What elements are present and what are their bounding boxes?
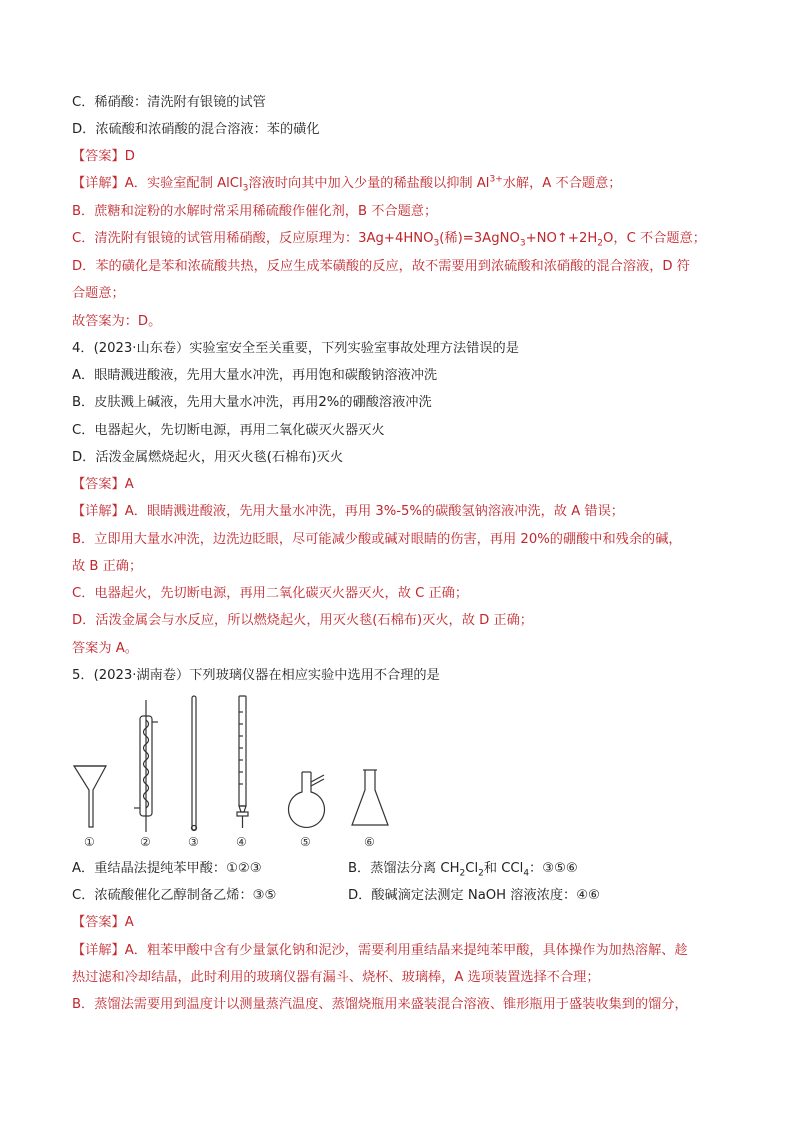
- q5-option-a: A．重结晶法提纯苯甲酸：①②③: [72, 861, 262, 876]
- funnel-icon: [74, 766, 106, 827]
- superscript: 3+: [489, 174, 503, 185]
- figure-label-4: ④: [236, 835, 247, 849]
- answer-label: 【答案】: [72, 149, 125, 164]
- text: A．实验室配制 AlCl: [124, 176, 243, 191]
- burette-icon: [237, 696, 248, 828]
- q4-answer: [72, 476, 134, 494]
- q3-option-c: C．稀硝酸：清洗附有银镜的试管: [72, 95, 266, 110]
- q5-option-b: [348, 860, 578, 878]
- q3-detail-line-3: [72, 230, 706, 248]
- figure-label-1: ①: [84, 835, 95, 849]
- q3-option-d: D．浓硫酸和浓硝酸的混合溶液：苯的磺化: [72, 122, 320, 137]
- text: 水解，A 不合题意；: [502, 176, 622, 191]
- q5-stem: 5．(2023·湖南卷）下列玻璃仪器在相应实验中选用不合理的是: [72, 668, 440, 683]
- text: O，C 不合题意；: [603, 231, 706, 246]
- q5-detail-line-3: B．蒸馏法需要用到温度计以测量蒸汽温度、蒸馏烧瓶用来盛装混合溶液、锥形瓶用于盛装收集到的馏分，: [72, 997, 688, 1012]
- subscript: 2: [459, 868, 466, 879]
- q4-detail-line-5: D．活泼金属会与水反应，所以燃烧起火，用灭火毯(石棉布)灭火，故 D 正确；: [72, 613, 533, 628]
- distillation-flask-icon: [289, 772, 325, 827]
- text: (稀)=3AgNO: [439, 231, 520, 246]
- q4-option-b: B．皮肤溅上碱液，先用大量水冲洗，再用2%的硼酸溶液冲洗: [72, 395, 432, 410]
- answer-label: 【答案】: [72, 915, 125, 930]
- thermometer-icon: [192, 696, 197, 831]
- text: ：③⑤⑥: [529, 861, 578, 876]
- q5-option-c: C．浓硫酸催化乙醇制备乙烯：③⑤: [72, 888, 277, 903]
- detail-label: 【详解】: [72, 504, 125, 519]
- subscript: 2: [597, 238, 603, 249]
- conical-flask-icon: [352, 770, 388, 825]
- answer-value: D: [124, 149, 135, 164]
- q5-answer: [72, 914, 134, 932]
- q4-detail-line-3: 故 B 正确；: [72, 559, 143, 574]
- q4-option-a: A．眼睛溅进酸液，先用大量水冲洗，再用饱和碳酸钠溶液冲洗: [72, 368, 438, 383]
- text: 溶液时向其中加入少量的稀盐酸以抑制 Al: [248, 176, 490, 191]
- glassware-figure: [70, 692, 400, 854]
- q4-option-d: D．活泼金属燃烧起火，用灭火毯(石棉布)灭火: [72, 450, 344, 465]
- subscript: 3: [519, 238, 526, 249]
- subscript: 3: [242, 183, 249, 194]
- q3-detail-line-2: B．蔗糖和淀粉的水解时常采用稀硫酸作催化剂，B 不合题意；: [72, 204, 438, 219]
- q4-detail-line-1: [72, 503, 624, 521]
- text: 和 CCl: [483, 861, 524, 876]
- q4-stem: 4．(2023·山东卷）实验室安全至关重要，下列实验室事故处理方法错误的是: [72, 341, 519, 356]
- text: Cl: [465, 861, 479, 876]
- q4-option-c: C．电器起火，先切断电源，再用二氧化碳灭火器灭火: [72, 423, 385, 438]
- q5-detail-line-1: [72, 942, 688, 960]
- q3-detail-line-5: 合题意；: [72, 286, 125, 301]
- text: A．眼睛溅进酸液，先用大量水冲洗，再用 3%-5%的碳酸氢钠溶液冲洗，故 A 错误；: [124, 504, 624, 519]
- answer-value: A: [124, 477, 134, 492]
- q5-option-d: D．酸碱滴定法测定 NaOH 溶液浓度：④⑥: [348, 888, 600, 903]
- text: B．蒸馏法分离 CH: [348, 861, 460, 876]
- q3-detail-line-4: D．苯的磺化是苯和浓硫酸共热，反应生成苯磺酸的反应，故不需要用到浓硫酸和浓硝酸的混合溶液，D 符: [72, 259, 690, 274]
- text: C．清洗附有银镜的试管用稀硝酸，反应原理为：3Ag+4HNO: [72, 231, 434, 246]
- q4-detail-line-4: C．电器起火，先切断电源，再用二氧化碳灭火器灭火，故 C 正确；: [72, 586, 469, 601]
- figure-label-6: ⑥: [364, 835, 375, 849]
- q3-answer: [72, 148, 135, 166]
- figure-label-2: ②: [140, 835, 151, 849]
- q4-conclusion: 答案为 A。: [72, 641, 138, 656]
- figure-label-3: ③: [188, 835, 199, 849]
- q3-conclusion: 故答案为：D。: [72, 314, 162, 329]
- condenser-icon: [134, 700, 158, 832]
- answer-label: 【答案】: [72, 477, 125, 492]
- q3-detail-line-1: [72, 175, 621, 193]
- q4-detail-line-2: B．立即用大量水冲洗，边洗边眨眼，尽可能减少酸或碱对眼睛的伤害，再用 20%的硼酸中和残余的碱，: [72, 532, 682, 547]
- text: A．粗苯甲酸中含有少量氯化钠和泥沙，需要利用重结晶来提纯苯甲酸，具体操作为加热溶解、趁: [124, 943, 688, 958]
- subscript: 4: [523, 868, 530, 879]
- q5-detail-line-2: 热过滤和冷却结晶，此时利用的玻璃仪器有漏斗、烧杯、玻璃棒，A 选项装置选择不合理；: [72, 970, 600, 985]
- subscript: 2: [478, 868, 484, 879]
- text: +NO↑+2H: [525, 231, 598, 246]
- figure-label-5: ⑤: [300, 835, 311, 849]
- detail-label: 【详解】: [72, 176, 125, 191]
- subscript: 3: [433, 238, 440, 249]
- detail-label: 【详解】: [72, 943, 125, 958]
- answer-value: A: [124, 915, 134, 930]
